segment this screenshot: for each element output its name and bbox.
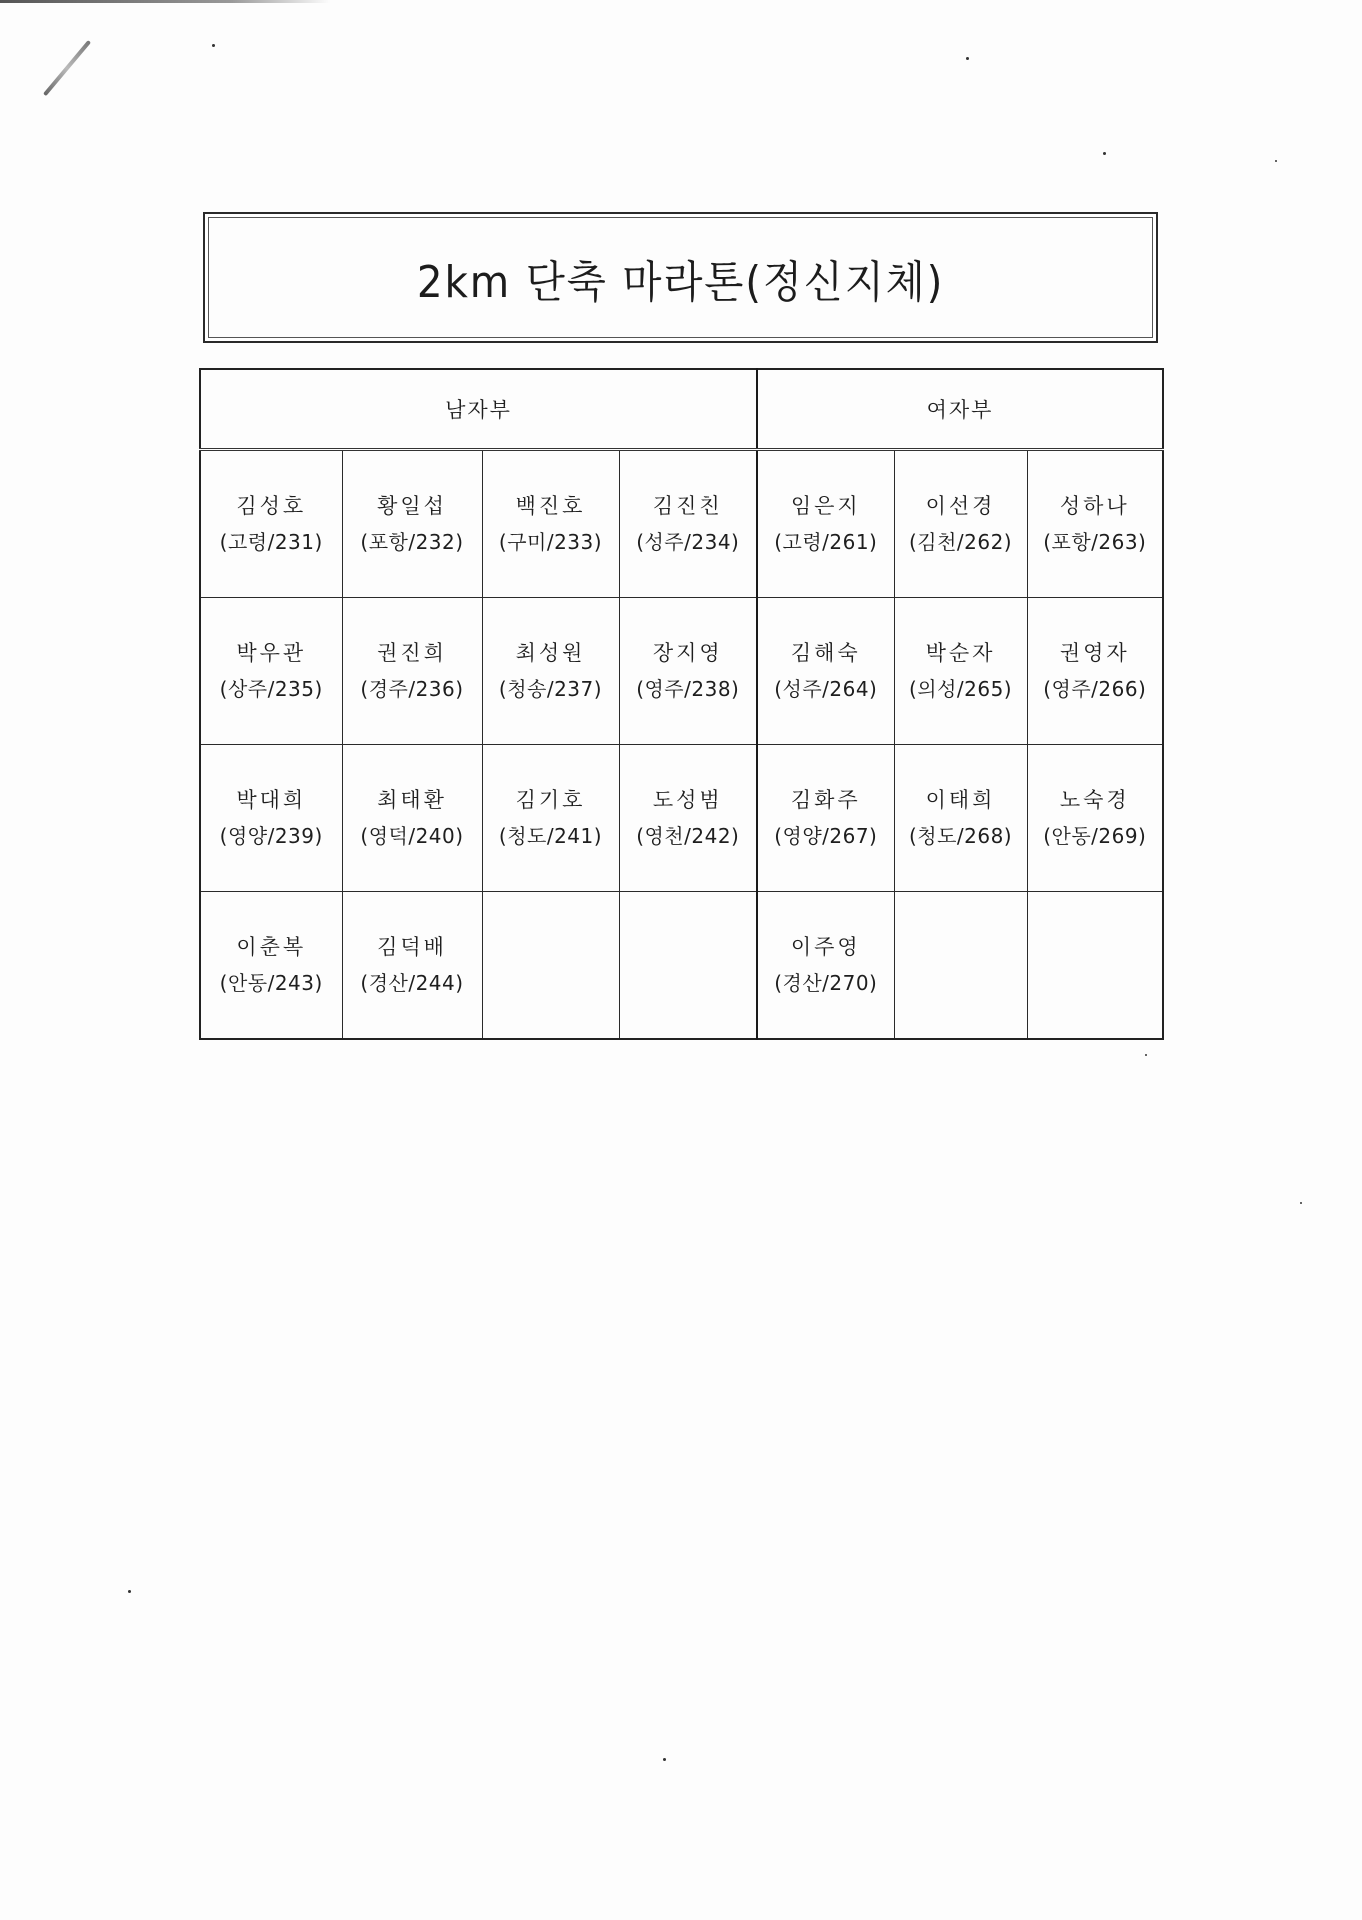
entrant-cell: [894, 598, 1027, 745]
entrant-region-number: (안동/243): [219, 971, 323, 995]
entrant-name: 임은지: [790, 494, 861, 518]
empty-cell: [619, 892, 757, 1040]
men-division-header: 남자부: [200, 369, 757, 450]
scan-edge-artifact: [0, 0, 330, 3]
entrant-name: 최성원: [515, 641, 586, 665]
entrant-region-number: (포항/232): [360, 530, 464, 554]
entrant-region-number: (포항/263): [1043, 530, 1147, 554]
entrant-cell: [482, 450, 619, 598]
entrant-name: 권진희: [377, 641, 447, 665]
entrant-cell: [619, 450, 757, 598]
entrant-region-number: (영주/238): [636, 677, 740, 701]
entrant-name: 이태희: [925, 788, 996, 812]
entrant-name: 박순자: [925, 641, 996, 665]
scan-speck: [1145, 1054, 1147, 1056]
scan-speck: [1300, 1202, 1302, 1204]
entrant-region-number: (영천/242): [636, 824, 740, 848]
entrant-name: 최태환: [377, 788, 447, 812]
entrant-region-number: (경주/236): [360, 677, 464, 701]
table-row: [200, 450, 1163, 598]
entrant-roster-table: [199, 368, 1164, 1040]
entrant-cell: [342, 598, 482, 745]
entrant-cell: [482, 745, 619, 892]
entrant-region-number: (구미/233): [498, 530, 603, 554]
entrant-region-number: (의성/265): [908, 677, 1013, 701]
entrant-region-number: (성주/264): [774, 677, 878, 701]
entrant-cell: [342, 745, 482, 892]
scan-speck: [966, 57, 969, 60]
entrant-cell: [342, 892, 482, 1040]
entrant-name: 이선경: [925, 494, 996, 518]
entrant-name: 노숙경: [1059, 788, 1130, 812]
entrant-name: 이춘복: [236, 935, 307, 959]
entrant-region-number: (영양/267): [774, 824, 878, 848]
entrant-region-number: (영덕/240): [360, 824, 464, 848]
entrant-name: 백진호: [515, 494, 586, 518]
empty-cell: [1027, 892, 1163, 1040]
entrant-cell: [1027, 745, 1163, 892]
staple-mark-icon: [43, 40, 91, 96]
entrant-region-number: (경산/244): [360, 971, 464, 995]
entrant-cell: [757, 745, 894, 892]
entrant-cell: [342, 450, 482, 598]
entrant-cell: [200, 745, 342, 892]
entrant-cell: [1027, 598, 1163, 745]
entrant-cell: [619, 745, 757, 892]
table-row: [200, 892, 1163, 1040]
entrant-name: 박우관: [236, 641, 307, 665]
entrant-name: 김기호: [515, 788, 586, 812]
entrant-cell: [482, 598, 619, 745]
entrant-name: 이주영: [790, 935, 861, 959]
title-box: [203, 212, 1158, 343]
scan-speck: [1275, 160, 1277, 162]
entrant-name: 김화주: [790, 788, 861, 812]
entrant-cell: [619, 598, 757, 745]
entrant-region-number: (청도/241): [498, 824, 603, 848]
entrant-region-number: (김천/262): [908, 530, 1013, 554]
entrant-cell: [757, 450, 894, 598]
entrant-region-number: (청송/237): [498, 677, 603, 701]
scan-speck: [128, 1590, 131, 1593]
entrant-region-number: (고령/231): [219, 530, 323, 554]
entrant-cell: [894, 745, 1027, 892]
entrant-region-number: (경산/270): [774, 971, 878, 995]
entrant-cell: [200, 892, 342, 1040]
entrant-name: 김해숙: [790, 641, 861, 665]
document-title: 2km 단축 마라톤(정신지체): [416, 256, 945, 308]
entrant-region-number: (고령/261): [774, 530, 878, 554]
entrant-region-number: (청도/268): [908, 824, 1013, 848]
entrant-cell: [1027, 450, 1163, 598]
entrant-name: 권영자: [1059, 641, 1130, 665]
entrant-name: 김성호: [236, 494, 307, 518]
entrant-name: 도성범: [652, 788, 723, 812]
table-row: [200, 598, 1163, 745]
entrant-region-number: (영양/239): [219, 824, 323, 848]
empty-cell: [894, 892, 1027, 1040]
empty-cell: [482, 892, 619, 1040]
entrant-name: 장지영: [652, 641, 723, 665]
table-row: [200, 745, 1163, 892]
scan-speck: [212, 44, 215, 47]
entrant-name: 성하나: [1059, 494, 1130, 518]
entrant-name: 박대희: [236, 788, 307, 812]
entrant-region-number: (영주/266): [1043, 677, 1147, 701]
entrant-cell: [757, 892, 894, 1040]
entrant-name: 김진친: [652, 494, 723, 518]
entrant-region-number: (안동/269): [1043, 824, 1147, 848]
entrant-cell: [894, 450, 1027, 598]
entrant-name: 황일섭: [377, 494, 447, 518]
entrant-cell: [200, 598, 342, 745]
entrant-cell: [757, 598, 894, 745]
entrant-region-number: (상주/235): [219, 677, 323, 701]
division-header-row: [200, 369, 1163, 450]
entrant-region-number: (성주/234): [636, 530, 740, 554]
scan-speck: [1103, 152, 1106, 155]
entrant-name: 김덕배: [377, 935, 447, 959]
scan-speck: [663, 1758, 666, 1761]
women-division-header: 여자부: [757, 369, 1163, 450]
entrant-cell: [200, 450, 342, 598]
